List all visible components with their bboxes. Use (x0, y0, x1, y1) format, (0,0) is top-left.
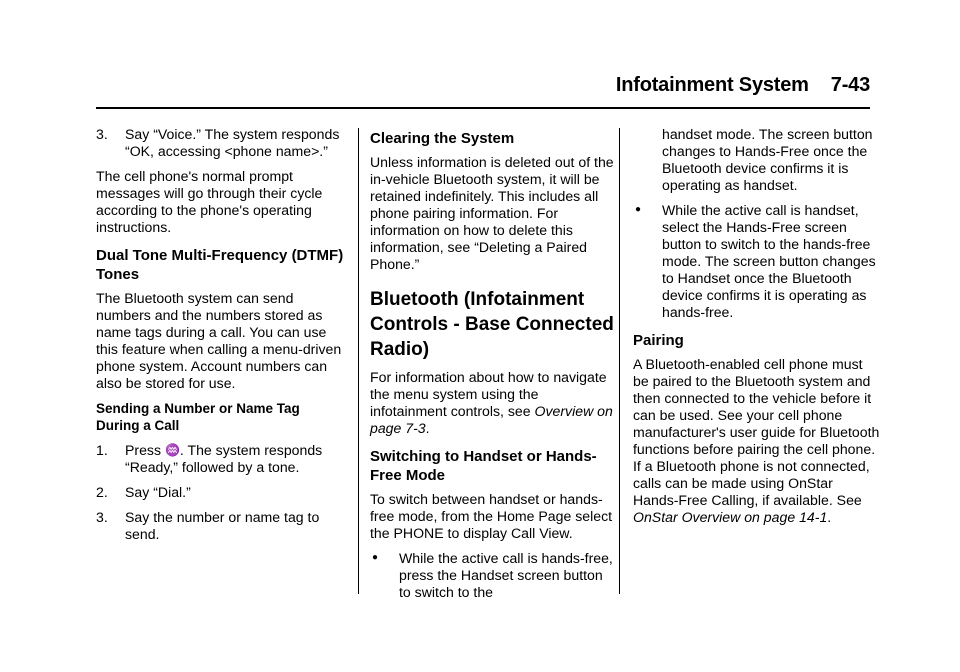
numbered-item (96, 126, 344, 160)
section-heading: Dual Tone Multi-Frequency (DTMF) Tones (96, 247, 344, 283)
page-header (600, 74, 870, 97)
bullet-text: handset mode. The screen button changes to Hands-Free once the Bluetooth device confirms it is operating as handset. (662, 126, 873, 193)
paragraph: Unless information is deleted out of the in-vehicle Bluetooth system, it will be retained indefinitely. This includes all phone pairing information. For information on how to delete this information, see “Deleting a Paired Phone.” (370, 154, 614, 272)
header-rule (96, 107, 870, 109)
column-divider-1 (358, 128, 359, 594)
item-number: 1. (96, 442, 108, 458)
column-1 (96, 126, 344, 551)
bullet-item (370, 550, 618, 601)
bullet-text: While the active call is hands-free, press the Handset screen button to switch to the (399, 550, 613, 600)
bullet-continuation (633, 126, 881, 194)
bullet-item (633, 202, 881, 321)
section-heading: Pairing (633, 332, 684, 349)
item-text: Say “Voice.” The system responds “OK, accessing <phone name>.” (125, 126, 340, 159)
paragraph: To switch between handset or hands-free mode, from the Home Page select the PHONE to display Call View. (370, 491, 613, 541)
cross-reference: Overview on page 7-3 (370, 403, 613, 436)
bullet-icon: ● (372, 552, 379, 563)
numbered-item (96, 484, 344, 501)
numbered-item (96, 509, 344, 543)
bullet-icon: ● (635, 204, 642, 215)
item-number: 3. (96, 126, 108, 142)
page-number: 7-43 (830, 74, 870, 96)
column-divider-2 (619, 128, 620, 594)
numbered-item: 1. Press ♒. The system responds “Ready,” followed by a tone. (96, 442, 323, 475)
section-heading: Switching to Handset or Hands-Free Mode (370, 448, 597, 484)
column-3 (633, 126, 881, 534)
phone-button-icon: ♒ (164, 443, 180, 457)
paragraph: The cell phone's normal prompt messages will go through their cycle according to the phone's operating instructions. (96, 168, 323, 235)
item-text: Say “Dial.” (125, 484, 191, 500)
cross-reference: OnStar Overview on page 14-1 (633, 509, 828, 525)
paragraph: For information about how to navigate the menu system using the infotainment controls, see Overview on page 7-3. (370, 369, 613, 436)
item-text: Say the number or name tag to send. (125, 509, 320, 542)
chapter-heading: Bluetooth (Infotainment Controls - Base Connected Radio) (370, 289, 614, 360)
bullet-text: While the active call is handset, select the Hands-Free screen button to switch to the hands-free mode. The screen button changes to Handset once the Bluetooth device confirms it is operating as hands-free. (662, 202, 876, 320)
subheading: Sending a Number or Name Tag During a Call (96, 401, 300, 433)
item-number: 2. (96, 484, 108, 500)
section-title: Infotainment System (615, 74, 809, 96)
section-heading: Clearing the System (370, 130, 515, 147)
item-number: 3. (96, 509, 108, 525)
column-2 (370, 126, 618, 609)
paragraph: A Bluetooth-enabled cell phone must be paired to the Bluetooth system and then connected to the vehicle before it can be used. See your cell phone manufacturer's user guide for Bluetooth functions before pairing the cell phone. If a Bluetooth phone is not connected, calls can be made using OnStar Hands-Free Calling, if available. See OnStar Overview on page 14-1. (633, 356, 880, 525)
paragraph: The Bluetooth system can send numbers and the numbers stored as name tags during a call. You can use this feature when calling a menu-driven phone system. Account numbers can also be stored for use. (96, 290, 342, 391)
